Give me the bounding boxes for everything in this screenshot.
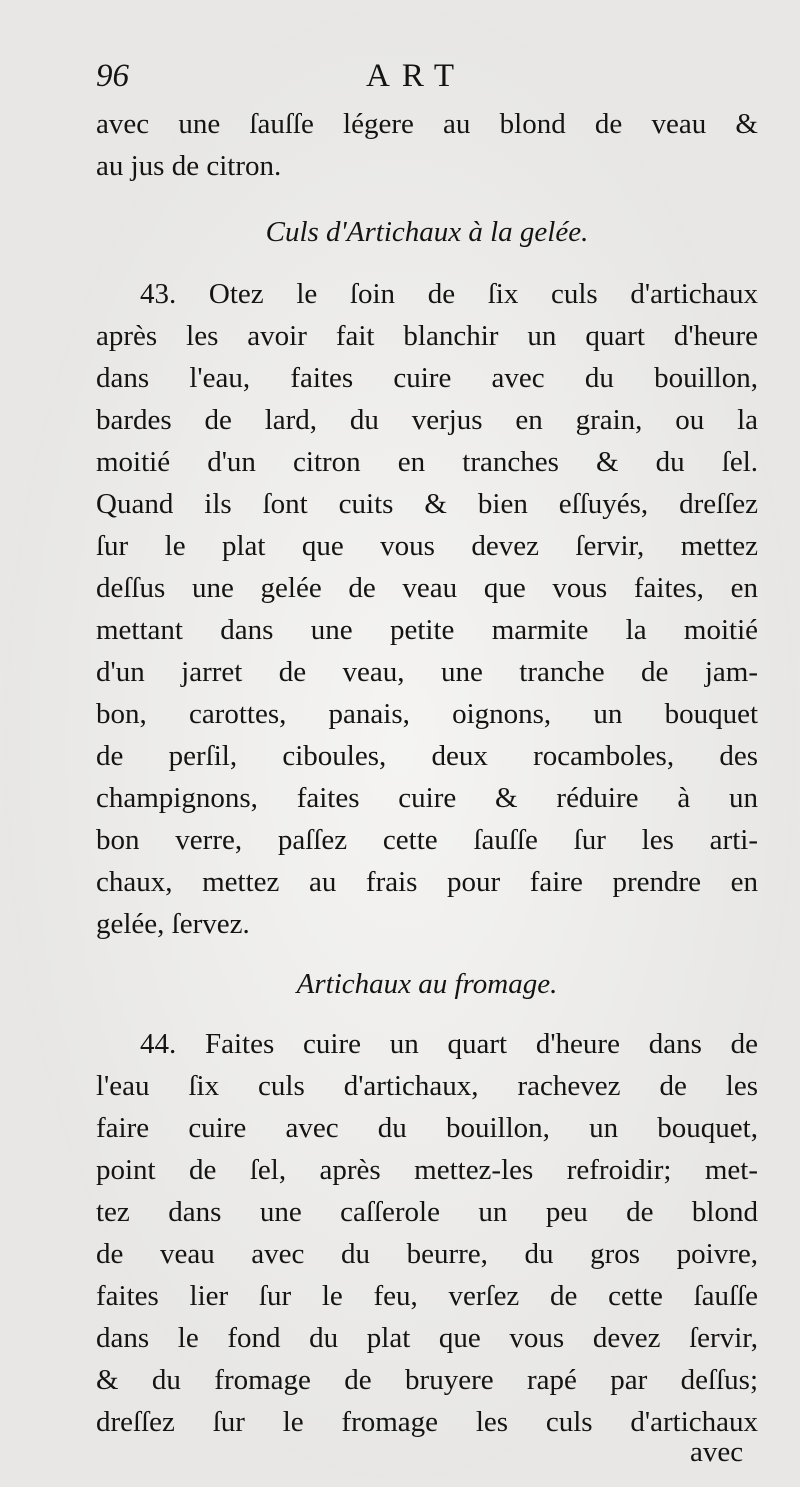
text-line: & du fromage de bruyere rapé par deſſus; bbox=[96, 1364, 758, 1396]
text-line: moitié d'un citron en tranches & du ſel. bbox=[96, 446, 758, 478]
text-line: dans l'eau, faites cuire avec du bouillon, bbox=[96, 362, 758, 394]
text-line: bon verre, paſſez cette ſauſſe ſur les arti- bbox=[96, 824, 758, 856]
text-line: au jus de citron. bbox=[96, 150, 282, 182]
page-number: 96 bbox=[96, 58, 129, 94]
text-line: l'eau ſix culs d'artichaux, rachevez de les bbox=[96, 1070, 758, 1102]
text-line: avec une ſauſſe légere au blond de veau & bbox=[96, 108, 758, 140]
text-line: chaux, mettez au frais pour faire prendre en bbox=[96, 866, 758, 898]
running-head: ART bbox=[366, 58, 467, 94]
catchword: avec bbox=[690, 1436, 744, 1468]
recipe-title: Culs d'Artichaux à la gelée. bbox=[265, 216, 589, 248]
text-line: de veau avec du beurre, du gros poivre, bbox=[96, 1238, 758, 1270]
text-line: 43. Otez le ſoin de ſix culs d'artichaux bbox=[140, 278, 758, 310]
recipe-title: Artichaux au fromage. bbox=[296, 968, 558, 1000]
text-line: de perſil, ciboules, deux rocamboles, des bbox=[96, 740, 758, 772]
text-line: ſur le plat que vous devez ſervir, mettez bbox=[96, 530, 758, 562]
text-line: Quand ils ſont cuits & bien eſſuyés, dreſſez bbox=[96, 488, 758, 520]
text-line: faire cuire avec du bouillon, un bouquet, bbox=[96, 1112, 758, 1144]
text-line: tez dans une caſſerole un peu de blond bbox=[96, 1196, 758, 1228]
text-line: dans le fond du plat que vous devez ſervir, bbox=[96, 1322, 758, 1354]
text-line: après les avoir fait blanchir un quart d'heure bbox=[96, 320, 758, 352]
text-line: faites lier ſur le feu, verſez de cette ſauſſe bbox=[96, 1280, 758, 1312]
text-line: d'un jarret de veau, une tranche de jam- bbox=[96, 656, 758, 688]
page-header bbox=[96, 58, 758, 102]
text-line: gelée, ſervez. bbox=[96, 908, 250, 940]
text-line: bardes de lard, du verjus en grain, ou la bbox=[96, 404, 758, 436]
text-line: mettant dans une petite marmite la moitié bbox=[96, 614, 758, 646]
text-line: 44. Faites cuire un quart d'heure dans de bbox=[140, 1028, 758, 1060]
text-line: deſſus une gelée de veau que vous faites, en bbox=[96, 572, 758, 604]
text-line: champignons, faites cuire & réduire à un bbox=[96, 782, 758, 814]
text-line: point de ſel, après mettez-les refroidir; met- bbox=[96, 1154, 758, 1186]
text-line: dreſſez ſur le fromage les culs d'artichaux bbox=[96, 1406, 758, 1438]
text-line: bon, carottes, panais, oignons, un bouquet bbox=[96, 698, 758, 730]
